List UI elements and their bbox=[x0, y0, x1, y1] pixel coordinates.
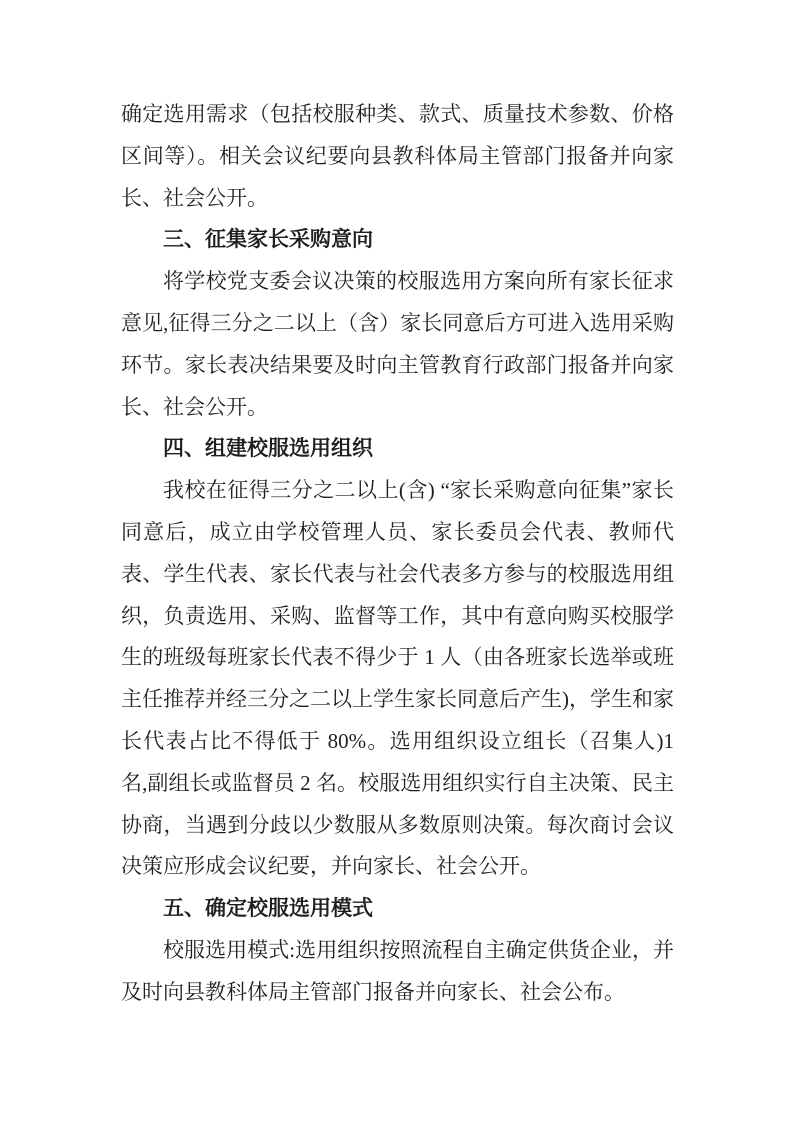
paragraph-section-three: 将学校党支委会议决策的校服选用方案向所有家长征求意见,征得三分之二以上（含）家长同意后方可进入选用采购环节。家长表决结果要及时向主管教育行政部门报备并向家长、社会公开。 bbox=[121, 269, 674, 419]
document-content bbox=[121, 94, 674, 1014]
section-heading-five: 五、确定校服选用模式 bbox=[163, 896, 373, 921]
section-heading-three: 三、征集家长采购意向 bbox=[163, 227, 373, 252]
paragraph-section-five: 校服选用模式:选用组织按照流程自主确定供货企业，并及时向县教科体局主管部门报备并向家长、社会公布。 bbox=[121, 937, 674, 1004]
paragraph-continuation: 确定选用需求（包括校服种类、款式、质量技术参数、价格区间等）。相关会议纪要向县教科体局主管部门报备并向家长、社会公开。 bbox=[121, 102, 674, 210]
paragraph-section-four: 我校在征得三分之二以上(含) “家长采购意向征集”家长同意后，成立由学校管理人员、家长委员会代表、教师代表、学生代表、家长代表与社会代表多方参与的校服选用组织，负责选用、采购、监督等工作，其中有意向购买校服学生的班级每班家长代表不得少于 1 人（由各班家长选举或班主任推荐并经三分之二以上学生家长同意后产生)，学生和家长代表占比不得低于 80%。选用组织设立组长（召集人)1 名,副组长或监督员 2 名。校服选用组织实行自主决策、民主协商，当遇到分歧以少数服从多数原则决策。每次商讨会议决策应形成会议纪要，并向家长、社会公开。 bbox=[121, 478, 674, 879]
section-heading-four: 四、组建校服选用组织 bbox=[163, 436, 373, 461]
